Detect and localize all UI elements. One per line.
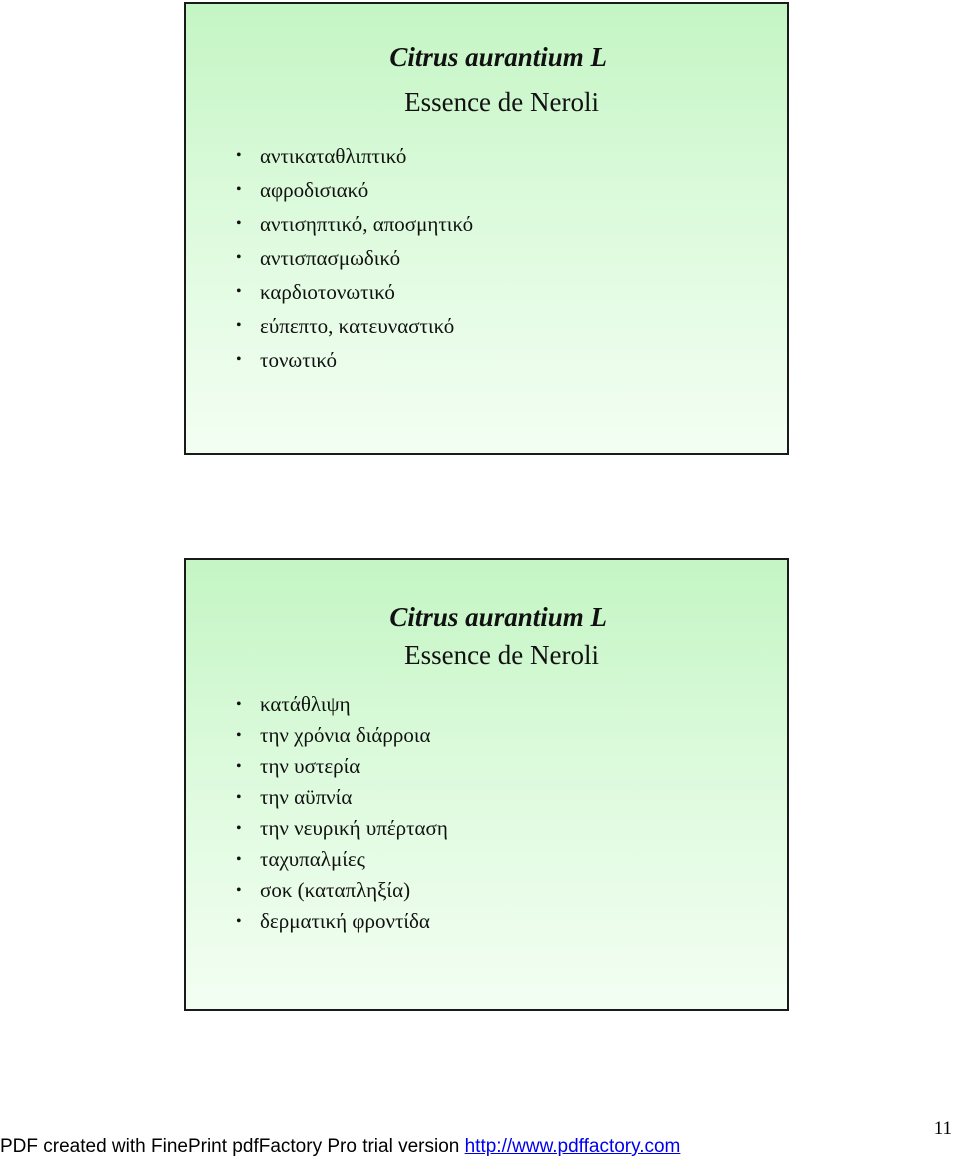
bullet-icon: • <box>236 181 242 198</box>
list-item: • αντισηπτικό, αποσμητικό <box>236 207 473 241</box>
slide-1 <box>184 2 789 455</box>
list-item: • αντισπασμωδικό <box>236 241 473 275</box>
bullet-icon: • <box>236 789 242 806</box>
bullet-list <box>236 139 473 377</box>
slide-title: Citrus aurantium L <box>389 602 607 632</box>
slide-2 <box>184 558 789 1011</box>
list-item: • αντικαταθλιπτικό <box>236 139 473 173</box>
list-item: • ταχυπαλμίες <box>236 844 448 875</box>
list-item: • την υστερία <box>236 751 448 782</box>
bullet-icon: • <box>236 820 242 837</box>
bullet-icon: • <box>236 147 242 164</box>
bullet-list <box>236 689 448 937</box>
list-item: • εύπεπτο, κατευναστικό <box>236 309 473 343</box>
list-item: • σοκ (καταπληξία) <box>236 875 448 906</box>
bullet-icon: • <box>236 317 242 334</box>
bullet-icon: • <box>236 913 242 930</box>
list-item: • την νευρική υπέρταση <box>236 813 448 844</box>
slide-title: Citrus aurantium L <box>389 42 607 72</box>
list-item: • δερματική φροντίδα <box>236 906 448 937</box>
bullet-icon: • <box>236 215 242 232</box>
list-item: • τονωτικό <box>236 343 473 377</box>
page-number: 11 <box>933 1118 952 1139</box>
footer <box>0 1136 680 1158</box>
list-item: • κατάθλιψη <box>236 689 448 720</box>
slide-subtitle: Essence de Neroli <box>404 640 599 670</box>
slide-subtitle: Essence de Neroli <box>404 87 599 117</box>
footer-text: PDF created with FinePrint pdfFactory Pro trial version <box>0 1136 465 1157</box>
list-item: • την χρόνια διάρροια <box>236 720 448 751</box>
list-item: • αφροδισιακό <box>236 173 473 207</box>
list-item: • καρδιοτονωτικό <box>236 275 473 309</box>
bullet-icon: • <box>236 851 242 868</box>
bullet-icon: • <box>236 249 242 266</box>
bullet-icon: • <box>236 283 242 300</box>
footer-link[interactable]: http://www.pdffactory.com <box>464 1136 681 1157</box>
list-item: • την αϋπνία <box>236 782 448 813</box>
bullet-icon: • <box>236 882 242 899</box>
bullet-icon: • <box>236 696 242 713</box>
bullet-icon: • <box>236 758 242 775</box>
bullet-icon: • <box>236 351 242 368</box>
bullet-icon: • <box>236 727 242 744</box>
